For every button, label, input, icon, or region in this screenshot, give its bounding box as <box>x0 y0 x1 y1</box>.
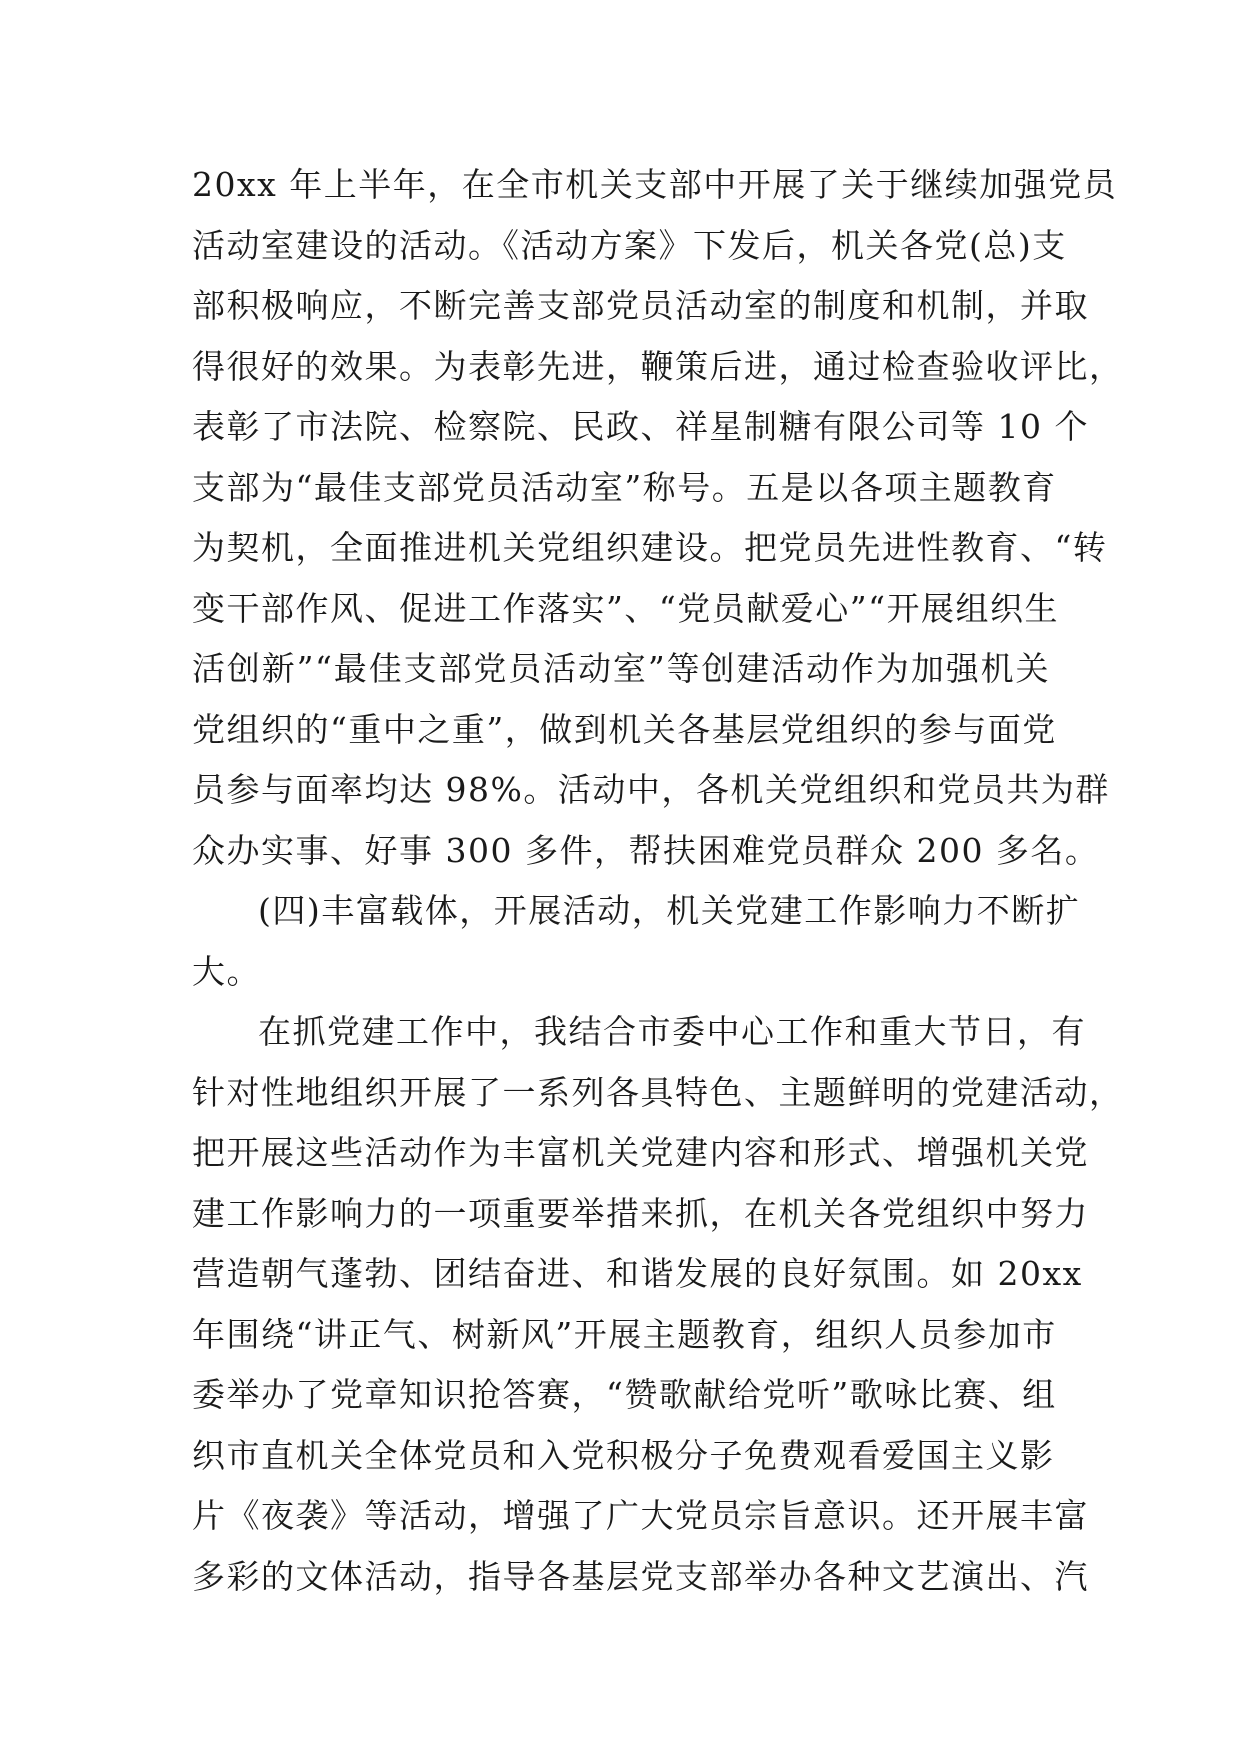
text-line: 年围绕“讲正气、树新风”开展主题教育，组织人员参加市 <box>192 1314 1057 1354</box>
text-line: 多彩的文体活动，指导各基层党支部举办各种文艺演出、汽 <box>192 1556 1089 1596</box>
text-line: 20xx 年上半年，在全市机关支部中开展了关于继续加强党员 <box>192 165 1118 204</box>
text-line: 支部为“最佳支部党员活动室”称号。五是以各项主题教育 <box>192 467 1057 507</box>
text-line: 部积极响应，不断完善支部党员活动室的制度和机制，并取 <box>192 286 1089 325</box>
text-line: 表彰了市法院、检察院、民政、祥星制糖有限公司等 10 个 <box>192 407 1089 446</box>
text-line: 为契机，全面推进机关党组织建设。把党员先进性教育、“转 <box>192 528 1108 567</box>
text-line: 活创新”“最佳支部党员活动室”等创建活动作为加强机关 <box>192 649 1050 688</box>
body-text <box>192 155 1124 1607</box>
text-line: 在抓党建工作中，我结合市委中心工作和重大节日，有 <box>258 1012 1086 1051</box>
section-heading-line: (四)丰富载体，开展活动，机关党建工作影响力不断扩 <box>258 891 1081 930</box>
text-line: 活动室建设的活动。《活动方案》下发后，机关各党(总)支 <box>192 225 1067 265</box>
text-line: 员参与面率均达 98%。活动中，各机关党组织和党员共为群 <box>192 770 1110 809</box>
text-line: 委举办了党章知识抢答赛，“赞歌献给党听”歌咏比赛、组 <box>192 1375 1057 1414</box>
text-line: 针对性地组织开展了一系列各具特色、主题鲜明的党建活动， <box>192 1072 1124 1112</box>
text-line: 织市直机关全体党员和入党积极分子免费观看爱国主义影 <box>192 1435 1055 1475</box>
text-line: 片《夜袭》等活动，增强了广大党员宗旨意识。还开展丰富 <box>192 1496 1089 1535</box>
section-heading-line: 大。 <box>192 951 261 991</box>
text-line: 建工作影响力的一项重要举措来抓，在机关各党组织中努力 <box>192 1193 1089 1233</box>
text-line: 党组织的“重中之重”，做到机关各基层党组织的参与面党 <box>192 709 1057 749</box>
text-line: 把开展这些活动作为丰富机关党建内容和形式、增强机关党 <box>192 1133 1089 1172</box>
text-line: 众办实事、好事 300 多件，帮扶困难党员群众 200 多名。 <box>192 830 1100 870</box>
text-line: 营造朝气蓬勃、团结奋进、和谐发展的良好氛围。如 20xx <box>192 1254 1083 1293</box>
text-line: 得很好的效果。为表彰先进，鞭策后进，通过检查验收评比， <box>192 346 1124 386</box>
text-line: 变干部作风、促进工作落实”、“党员献爱心”“开展组织生 <box>192 588 1059 628</box>
